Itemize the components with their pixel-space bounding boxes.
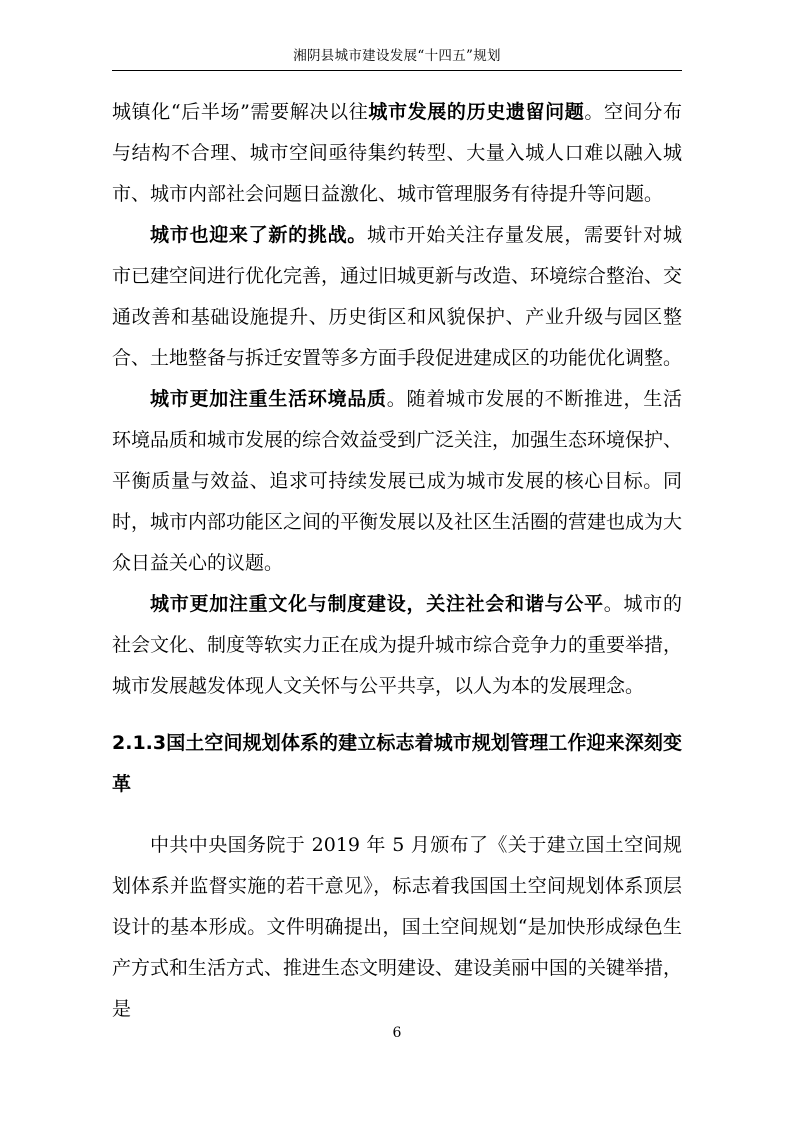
text-run: 城镇化“后半场”需要解决以往 — [112, 101, 369, 123]
header-divider — [112, 70, 682, 71]
text-run-bold: 城市更加注重文化与制度建设，关注社会和谐与公平 — [150, 593, 604, 615]
paragraph-1 — [112, 92, 682, 215]
spacer — [112, 707, 682, 723]
paragraph-5 — [112, 825, 682, 1030]
page-header: 湘阴县城市建设发展“十四五”规划 — [293, 48, 501, 64]
page-number: 6 — [392, 1025, 402, 1041]
text-run: 中共中央国务院于 2019 年 5 月颁布了《关于建立国土空间规划体系并监督实施的若干意见》，标志着我国国土空间规划体系顶层设计的基本形成。文件明确提出，国土空间规划“是加快形成绿色生产方式和生活方式、推进生态文明建设、建设美丽中国的关键举措，是 — [112, 834, 683, 1020]
text-run: 。随着城市发展的不断推进，生活环境品质和城市发展的综合效益受到广泛关注，加强生态环境保护、平衡质量与效益、追求可持续发展已成为城市发展的核心目标。同时，城市内部功能区之间的平衡发展以及社区生活圈的营建也成为大众日益关心的议题。 — [112, 388, 683, 574]
document-body — [112, 92, 682, 1030]
text-run-bold: 城市也迎来了新的挑战。 — [150, 224, 368, 246]
text-run: 。空间分布与结构不合理、城市空间亟待集约转型、大量入城人口难以融入城市、城市内部社会问题日益激化、城市管理服务有待提升等问题。 — [112, 101, 682, 205]
paragraph-2 — [112, 215, 682, 379]
text-run-bold: 城市更加注重生活环境品质 — [150, 388, 387, 410]
text-run: 。城市的社会文化、制度等软实力正在成为提升城市综合竞争力的重要举措，城市发展越发体现人文关怀与公平共享，以人为本的发展理念。 — [112, 593, 683, 697]
text-run: 城市开始关注存量发展，需要针对城市已建空间进行优化完善，通过旧城更新与改造、环境综合整治、交通改善和基础设施提升、历史街区和风貌保护、产业升级与园区整合、土地整备与拆迁安置等多方面手段促进建成区的功能优化调整。 — [112, 224, 683, 369]
section-heading: 2.1.3国土空间规划体系的建立标志着城市规划管理工作迎来深刻变革 — [112, 732, 682, 795]
page-content-area — [112, 0, 682, 1122]
paragraph-3 — [112, 379, 682, 584]
paragraph-4 — [112, 584, 682, 707]
spacer — [112, 805, 682, 825]
text-run-bold: 城市发展的历史遗留问题 — [368, 101, 585, 123]
